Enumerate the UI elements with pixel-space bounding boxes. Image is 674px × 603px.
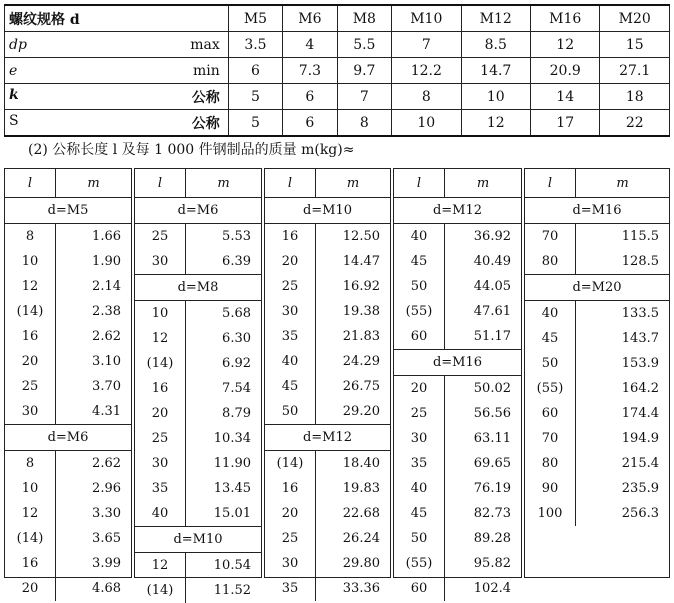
spec-value: 8 (392, 84, 461, 110)
spec-value: 18 (600, 84, 670, 110)
spec-value: 17 (530, 110, 599, 137)
table-row (5, 476, 131, 501)
group-label: d=M12 (265, 424, 390, 451)
group-label: d=M20 (525, 274, 669, 301)
mass-value: 215.4 (621, 456, 659, 471)
length-value: 25 (410, 406, 428, 421)
mass-value: 3.10 (92, 354, 121, 369)
length-value: (14) (16, 531, 44, 546)
length-value: 45 (541, 331, 559, 346)
group-label: d=M6 (5, 424, 131, 451)
length-value: 45 (410, 254, 428, 269)
col-header-m: m (87, 175, 100, 191)
mass-value: 50.02 (473, 381, 511, 396)
length-value: 12 (151, 558, 169, 573)
mass-value: 2.38 (92, 304, 121, 319)
mass-value: 36.92 (473, 229, 511, 244)
spec-value: 14 (530, 84, 599, 110)
mass-value: 10.54 (213, 558, 251, 573)
mass-value: 26.75 (342, 379, 380, 394)
length-value: 20 (21, 581, 39, 596)
mass-value: 89.28 (473, 531, 511, 546)
length-value: 70 (541, 431, 559, 446)
group-label: d=M16 (525, 198, 669, 224)
spec-row-k (5, 84, 670, 110)
spec-condition: min (192, 62, 220, 79)
col-header-l: l (5, 169, 56, 197)
mass-value: 33.36 (342, 581, 380, 596)
table-row (394, 451, 521, 476)
length-value: 16 (281, 229, 299, 244)
spec-table (4, 4, 670, 137)
column-divider (315, 224, 316, 424)
spec-value: 6 (228, 58, 282, 84)
col-header-l: l (394, 169, 445, 197)
table-row (394, 324, 521, 349)
spec-value: 5 (228, 110, 282, 137)
mass-value: 5.68 (222, 306, 251, 321)
spec-condition: 公称 (191, 115, 220, 132)
column-divider (444, 224, 445, 349)
size-cell: M16 (530, 5, 599, 32)
spec-header-text: 螺纹规格 d (9, 11, 80, 28)
length-value: 60 (410, 581, 428, 596)
length-value: 25 (151, 431, 169, 446)
spec-symbol: e (9, 62, 18, 79)
length-value: 16 (281, 481, 299, 496)
mass-value: 11.90 (213, 456, 251, 471)
length-value: 20 (281, 506, 299, 521)
col-header-l: l (265, 169, 316, 197)
length-value: 16 (21, 556, 39, 571)
spec-row-e (5, 58, 670, 84)
mass-value: 164.2 (621, 381, 659, 396)
spec-value: 5 (228, 84, 282, 110)
mass-block-header (5, 169, 131, 198)
spec-header-label (5, 5, 229, 32)
mass-value: 11.52 (213, 583, 251, 598)
mass-value: 1.66 (92, 229, 121, 244)
mass-value: 16.92 (342, 279, 380, 294)
table-row (394, 224, 521, 249)
table-row (525, 501, 669, 526)
length-value: 12 (21, 506, 39, 521)
mass-value: 4.68 (92, 581, 121, 596)
spec-value: 4 (283, 32, 337, 58)
length-value: 10 (151, 306, 169, 321)
length-value: 45 (281, 379, 299, 394)
table-row (265, 299, 390, 324)
table-row (394, 426, 521, 451)
group-label: d=M10 (135, 526, 261, 553)
group-label: d=M16 (394, 349, 521, 376)
length-value: 10 (21, 254, 39, 269)
table-row (135, 301, 261, 326)
table-row (135, 426, 261, 451)
table-row (5, 349, 131, 374)
length-value: 25 (151, 229, 169, 244)
table-row (135, 501, 261, 526)
mass-block (524, 168, 670, 578)
mass-value: 14.47 (342, 254, 380, 269)
length-value: 50 (410, 279, 428, 294)
mass-value: 69.65 (473, 456, 511, 471)
table-row (394, 401, 521, 426)
length-value: 25 (21, 379, 39, 394)
mass-value: 256.3 (621, 506, 659, 521)
table-row (265, 224, 390, 249)
mass-block-header (265, 169, 390, 198)
mass-block (264, 168, 391, 596)
mass-value: 4.31 (92, 404, 121, 419)
mass-value: 115.5 (621, 229, 659, 244)
spec-condition: max (190, 36, 220, 53)
spec-value: 8 (337, 110, 391, 137)
size-cell: M8 (337, 5, 391, 32)
table-row (265, 451, 390, 476)
spec-header-row (5, 5, 670, 32)
size-cell: M10 (392, 5, 461, 32)
table-row (5, 249, 131, 274)
length-value: 80 (541, 254, 559, 269)
length-value: 20 (281, 254, 299, 269)
group-label: d=M5 (5, 198, 131, 224)
length-value: 40 (541, 306, 559, 321)
column-divider (575, 301, 576, 526)
length-value: (14) (276, 456, 304, 471)
length-value: 35 (410, 456, 428, 471)
table-row (265, 274, 390, 299)
table-row (394, 376, 521, 401)
length-value: (55) (405, 556, 433, 571)
table-row (5, 299, 131, 324)
length-value: 35 (151, 481, 169, 496)
table-row (5, 551, 131, 576)
table-row (5, 324, 131, 349)
col-header-m: m (476, 175, 490, 191)
spec-value: 15 (600, 32, 670, 58)
mass-block-header (525, 169, 669, 198)
mass-value: 6.39 (222, 254, 251, 269)
table-row (265, 476, 390, 501)
mass-value: 143.7 (621, 331, 659, 346)
table-row (394, 551, 521, 576)
size-cell: M20 (600, 5, 670, 32)
table-row (265, 526, 390, 551)
length-value: 8 (25, 456, 35, 471)
table-row (265, 501, 390, 526)
table-row (525, 351, 669, 376)
length-value: 20 (410, 381, 428, 396)
spec-symbol: dp (9, 36, 27, 53)
mass-value: 133.5 (621, 306, 659, 321)
mass-value: 24.29 (342, 354, 380, 369)
table-row (394, 501, 521, 526)
length-value: 30 (21, 404, 39, 419)
table-row (265, 576, 390, 601)
table-row (525, 301, 669, 326)
table-row (135, 326, 261, 351)
mass-value: 18.40 (342, 456, 380, 471)
mass-value: 1.90 (92, 254, 121, 269)
mass-value: 2.96 (92, 481, 121, 496)
table-row (394, 249, 521, 274)
spec-row-label (5, 110, 229, 137)
column-divider (315, 451, 316, 601)
mass-block-header (394, 169, 521, 198)
table-row (135, 249, 261, 274)
table-row (135, 376, 261, 401)
mass-value: 63.11 (473, 431, 511, 446)
mass-block (393, 168, 522, 596)
length-value: (55) (536, 381, 564, 396)
table-row (5, 399, 131, 424)
table-row (5, 526, 131, 551)
length-value: 50 (281, 404, 299, 419)
table-row (5, 374, 131, 399)
mass-value: 128.5 (621, 254, 659, 269)
spec-symbol: S (9, 112, 19, 129)
length-value: 25 (281, 279, 299, 294)
spec-value: 3.5 (228, 32, 282, 58)
mass-value: 40.49 (473, 254, 511, 269)
column-divider (185, 224, 186, 274)
spec-value: 12 (461, 110, 530, 137)
length-value: 60 (541, 406, 559, 421)
spec-row-s (5, 110, 670, 137)
column-divider (185, 553, 186, 603)
table-row (5, 224, 131, 249)
mass-value: 29.80 (342, 556, 380, 571)
length-value: 35 (281, 329, 299, 344)
spec-value: 5.5 (337, 32, 391, 58)
table-row (135, 553, 261, 578)
length-value: 16 (21, 329, 39, 344)
spec-row-label (5, 58, 229, 84)
mass-table-caption: (2) 公称长度 l 及每 1 000 件钢制品的质量 m(kg)≈ (28, 142, 355, 158)
spec-symbol: k (9, 86, 19, 103)
length-value: 16 (151, 381, 169, 396)
table-row (525, 249, 669, 274)
spec-condition: 公称 (191, 89, 220, 106)
mass-value: 5.53 (222, 229, 251, 244)
mass-block (134, 168, 262, 598)
table-row (5, 501, 131, 526)
mass-value: 6.30 (222, 331, 251, 346)
mass-value: 76.19 (473, 481, 511, 496)
mass-value: 3.99 (92, 556, 121, 571)
table-row (5, 576, 131, 601)
mass-value: 47.61 (473, 304, 511, 319)
table-row (135, 224, 261, 249)
length-value: 70 (541, 229, 559, 244)
table-row (265, 249, 390, 274)
table-row (525, 476, 669, 501)
length-value: 25 (281, 531, 299, 546)
table-row (265, 551, 390, 576)
table-row (135, 451, 261, 476)
length-value: 20 (21, 354, 39, 369)
mass-value: 56.56 (473, 406, 511, 421)
table-row (265, 324, 390, 349)
table-row (394, 299, 521, 324)
table-row (525, 326, 669, 351)
length-value: 12 (21, 279, 39, 294)
spec-value: 6 (283, 84, 337, 110)
col-header-m: m (616, 175, 629, 191)
length-value: 60 (410, 329, 428, 344)
mass-value: 102.4 (473, 581, 511, 596)
mass-value: 95.82 (473, 556, 511, 571)
table-row (135, 476, 261, 501)
table-row (135, 578, 261, 603)
mass-value: 19.83 (342, 481, 380, 496)
length-value: 40 (410, 229, 428, 244)
mass-value: 8.79 (222, 406, 251, 421)
table-row (394, 476, 521, 501)
spec-value: 10 (461, 84, 530, 110)
table-row (265, 399, 390, 424)
length-value: 8 (25, 229, 35, 244)
table-row (135, 401, 261, 426)
spec-value: 7 (337, 84, 391, 110)
spec-value: 12.2 (392, 58, 461, 84)
group-label: d=M12 (394, 198, 521, 224)
column-divider (575, 224, 576, 274)
table-row (525, 376, 669, 401)
length-value: 35 (281, 581, 299, 596)
mass-value: 7.54 (222, 381, 251, 396)
mass-value: 19.38 (342, 304, 380, 319)
spec-value: 12 (530, 32, 599, 58)
length-value: 30 (151, 254, 169, 269)
column-divider (55, 224, 56, 424)
column-divider (185, 301, 186, 526)
group-label: d=M8 (135, 274, 261, 301)
size-cell: M6 (283, 5, 337, 32)
length-value: 30 (281, 304, 299, 319)
mass-value: 22.68 (342, 506, 380, 521)
mass-value: 235.9 (621, 481, 659, 496)
table-row (525, 426, 669, 451)
mass-value: 6.92 (222, 356, 251, 371)
length-value: 40 (151, 506, 169, 521)
spec-value: 8.5 (461, 32, 530, 58)
length-value: 20 (151, 406, 169, 421)
table-row (265, 374, 390, 399)
length-value: (14) (16, 304, 44, 319)
length-value: 40 (410, 481, 428, 496)
mass-value: 13.45 (213, 481, 251, 496)
spec-value: 22 (600, 110, 670, 137)
length-value: 80 (541, 456, 559, 471)
mass-value: 174.4 (621, 406, 659, 421)
column-divider (55, 451, 56, 601)
length-value: 90 (541, 481, 559, 496)
spec-value: 27.1 (600, 58, 670, 84)
mass-value: 82.73 (473, 506, 511, 521)
length-value: 30 (410, 431, 428, 446)
length-value: 30 (281, 556, 299, 571)
table-row (525, 451, 669, 476)
mass-value: 2.14 (92, 279, 121, 294)
table-row (394, 576, 521, 601)
column-divider (444, 376, 445, 601)
mass-value: 153.9 (621, 356, 659, 371)
length-value: 40 (281, 354, 299, 369)
mass-value: 21.83 (342, 329, 380, 344)
mass-value: 194.9 (621, 431, 659, 446)
table-row (5, 451, 131, 476)
spec-row-dp (5, 32, 670, 58)
spec-value: 7 (392, 32, 461, 58)
mass-block (4, 168, 132, 596)
spec-value: 14.7 (461, 58, 530, 84)
length-value: 100 (537, 506, 563, 521)
table-row (5, 274, 131, 299)
mass-value: 26.24 (342, 531, 380, 546)
table-row (394, 274, 521, 299)
table-row (525, 401, 669, 426)
spec-value: 6 (283, 110, 337, 137)
mass-value: 2.62 (92, 329, 121, 344)
size-cell: M12 (461, 5, 530, 32)
length-value: 10 (21, 481, 39, 496)
mass-value: 44.05 (473, 279, 511, 294)
length-value: 45 (410, 506, 428, 521)
length-value: 12 (151, 331, 169, 346)
table-row (265, 349, 390, 374)
mass-value: 3.65 (92, 531, 121, 546)
length-value: 50 (541, 356, 559, 371)
length-value: (55) (405, 304, 433, 319)
mass-value: 29.20 (342, 404, 380, 419)
col-header-l: l (525, 169, 576, 197)
spec-value: 7.3 (283, 58, 337, 84)
mass-value: 3.70 (92, 379, 121, 394)
col-header-m: m (217, 175, 230, 191)
table-row (394, 526, 521, 551)
spec-row-label (5, 32, 229, 58)
mass-value: 15.01 (213, 506, 251, 521)
mass-value: 3.30 (92, 506, 121, 521)
mass-block-header (135, 169, 261, 198)
mass-value: 10.34 (213, 431, 251, 446)
length-value: (14) (146, 583, 174, 598)
mass-value: 12.50 (342, 229, 380, 244)
spec-value: 20.9 (530, 58, 599, 84)
mass-value: 51.17 (473, 329, 511, 344)
spec-row-label (5, 84, 229, 110)
table-row (135, 351, 261, 376)
mass-value: 2.62 (92, 456, 121, 471)
spec-value: 10 (392, 110, 461, 137)
length-value: 30 (151, 456, 169, 471)
group-label: d=M6 (135, 198, 261, 224)
table-row (525, 224, 669, 249)
spec-value: 9.7 (337, 58, 391, 84)
length-value: 50 (410, 531, 428, 546)
group-label: d=M10 (265, 198, 390, 224)
col-header-l: l (135, 169, 186, 197)
size-cell: M5 (228, 5, 282, 32)
length-value: (14) (146, 356, 174, 371)
col-header-m: m (346, 175, 360, 191)
